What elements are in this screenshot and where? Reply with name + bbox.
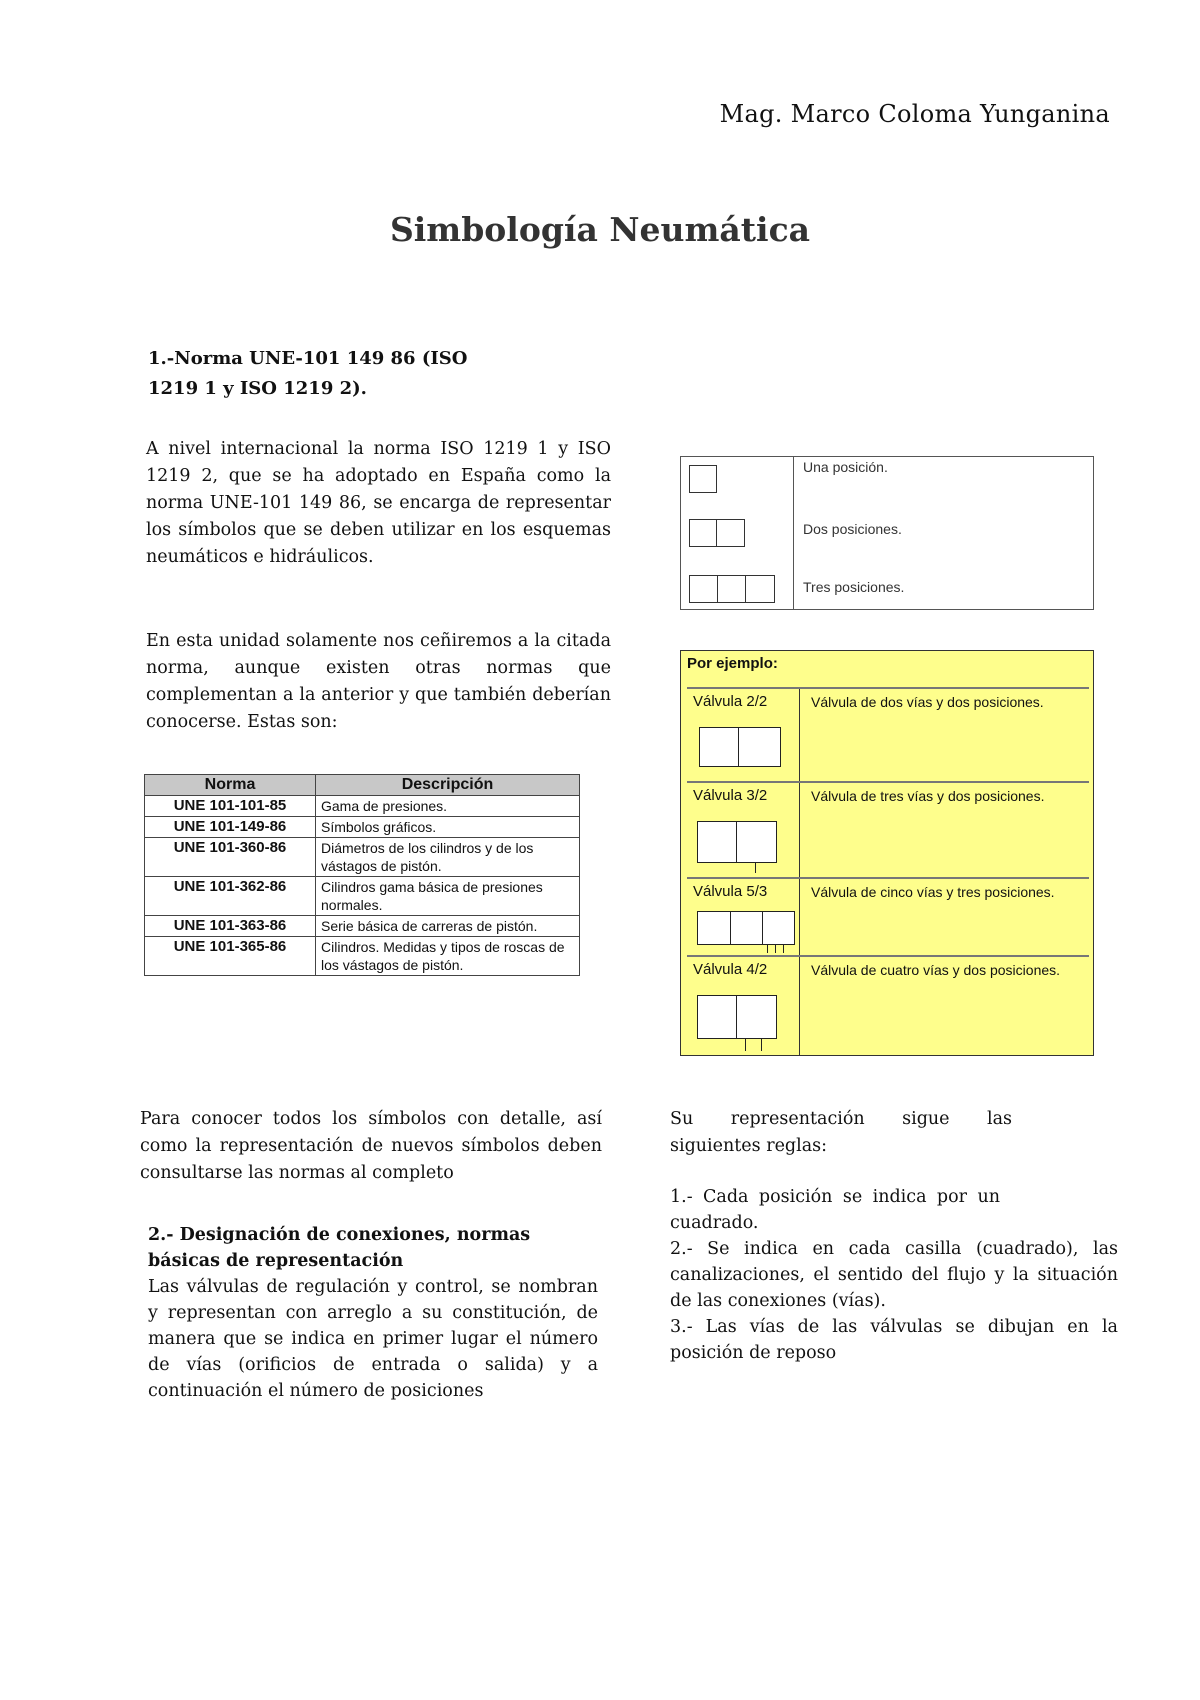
- norm-code: UNE 101-360-86: [145, 838, 316, 877]
- rules-intro: Su representación sigue las siguientes reglas:: [670, 1109, 1012, 1156]
- valve-4-2-symbol: [697, 995, 777, 1039]
- list-item: 3.- Las vías de las válvulas se dibujan en la posición de reposo: [670, 1317, 1118, 1363]
- norms-header-norma: Norma: [145, 775, 316, 796]
- norm-code: UNE 101-149-86: [145, 817, 316, 838]
- two-position-symbol: [689, 519, 745, 547]
- three-position-label: Tres posiciones.: [803, 579, 905, 595]
- consult-norms-paragraph: Para conocer todos los símbolos con detalle, así como la representación de nuevos símbolos deben consultarse las normas al completo: [140, 1109, 602, 1183]
- valve-description: Válvula de dos vías y dos posiciones.: [811, 694, 1044, 710]
- norms-header-descripcion: Descripción: [316, 775, 580, 796]
- valve-name: Válvula 2/2: [693, 693, 768, 710]
- one-position-label: Una posición.: [803, 459, 888, 475]
- valve-3-2-symbol: [697, 821, 777, 863]
- table-row: [145, 877, 580, 916]
- rules-list: [670, 1184, 1118, 1366]
- examples-figure: [680, 650, 1094, 1056]
- two-position-label: Dos posiciones.: [803, 521, 902, 537]
- norm-code: UNE 101-362-86: [145, 877, 316, 916]
- section1-heading-line2: 1219 1 y ISO 1219 2).: [148, 378, 367, 399]
- valve-description: Válvula de cuatro vías y dos posiciones.: [811, 962, 1061, 978]
- norm-code: UNE 101-363-86: [145, 916, 316, 937]
- section1-heading-line1: 1.-Norma UNE-101 149 86 (ISO: [148, 348, 468, 369]
- one-position-symbol: [689, 465, 717, 493]
- norm-description: Símbolos gráficos.: [316, 817, 580, 838]
- section2-body: Las válvulas de regulación y control, se nombran y representan con arreglo a su constitución, de manera que se indica en primer lugar el número de vías (orificios de entrada o salida) y a continuación el número de posiciones: [148, 1277, 598, 1401]
- valve-name: Válvula 5/3: [693, 883, 768, 900]
- table-row: [145, 916, 580, 937]
- section1-heading: [148, 344, 468, 404]
- norms-table-header: [145, 775, 580, 796]
- positions-figure: [680, 456, 1094, 610]
- table-row: [145, 838, 580, 877]
- three-position-symbol: [689, 575, 775, 603]
- valve-2-2-symbol: [699, 727, 781, 767]
- valve-description: Válvula de cinco vías y tres posiciones.: [811, 884, 1055, 900]
- norm-description: Gama de presiones.: [316, 796, 580, 817]
- example-row: [687, 781, 1089, 877]
- example-row: [687, 877, 1089, 955]
- examples-heading: Por ejemplo:: [687, 655, 778, 672]
- page-title: Simbología Neumática: [389, 210, 811, 249]
- example-row: [687, 687, 1089, 781]
- valve-5-3-symbol: [697, 911, 795, 945]
- list-item: 2.- Se indica en cada casilla (cuadrado), las canalizaciones, el sentido del flujo y la situación de las conexiones (vías).: [670, 1239, 1118, 1311]
- norms-table: [144, 774, 580, 976]
- valve-name: Válvula 4/2: [693, 961, 768, 978]
- table-row: [145, 937, 580, 976]
- valve-name: Válvula 3/2: [693, 787, 768, 804]
- section1-paragraph-2: En esta unidad solamente nos ceñiremos a la citada norma, aunque existen otras normas que complementan a la anterior y que también deberían conocerse. Estas son:: [146, 631, 611, 732]
- example-row: [687, 955, 1089, 1055]
- section2-heading: 2.- Designación de conexiones, normas básicas de representación: [148, 1225, 531, 1271]
- norm-description: Diámetros de los cilindros y de los vástagos de pistón.: [316, 838, 580, 877]
- list-item: 1.- Cada posición se indica por un cuadrado.: [670, 1187, 1000, 1233]
- author-name: Mag. Marco Coloma Yunganina: [719, 100, 1110, 128]
- table-row: [145, 817, 580, 838]
- norm-description: Serie básica de carreras de pistón.: [316, 916, 580, 937]
- section1-paragraph-1: A nivel internacional la norma ISO 1219 1 y ISO 1219 2, que se ha adoptado en España como la norma UNE-101 149 86, se encarga de representar los símbolos que se deben utilizar en los esquemas neumáticos e hidráulicos.: [146, 439, 611, 567]
- table-row: [145, 796, 580, 817]
- norm-code: UNE 101-101-85: [145, 796, 316, 817]
- norm-code: UNE 101-365-86: [145, 937, 316, 976]
- positions-symbols-column: [681, 457, 794, 609]
- valve-description: Válvula de tres vías y dos posiciones.: [811, 788, 1045, 804]
- norm-description: Cilindros gama básica de presiones normales.: [316, 877, 580, 916]
- norm-description: Cilindros. Medidas y tipos de roscas de los vástagos de pistón.: [316, 937, 580, 976]
